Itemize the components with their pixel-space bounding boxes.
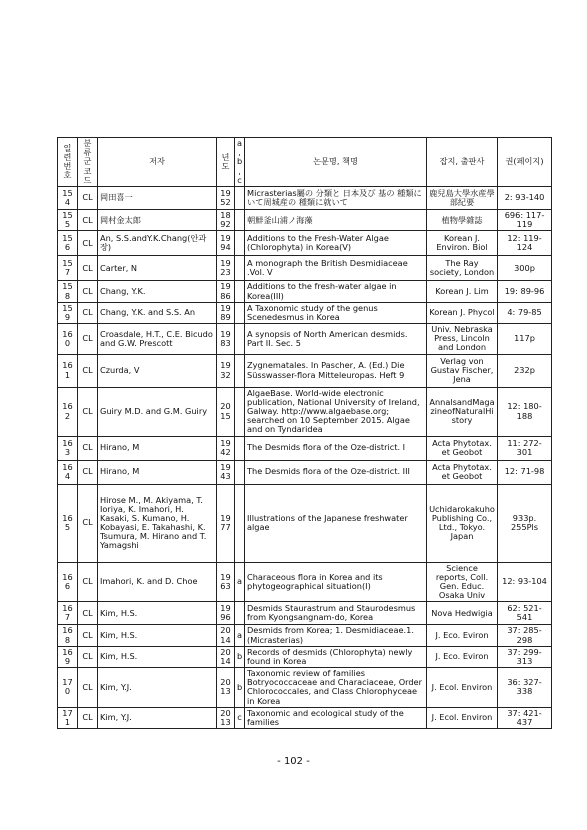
cell-pages: 37: 421-437 [498,707,552,728]
cell-author: Chang, Y.K. and S.S. An [98,302,217,323]
cell-year: 1983 [217,324,235,355]
cell-author: Guiry M.D. and G.M. Guiry [98,387,217,436]
cell-journal: Nova Hedwigia [427,602,498,625]
cell-pages: 300p [498,256,552,281]
cell-abc [235,602,245,625]
reference-table [57,137,552,729]
table-row [58,209,552,230]
cell-pages: 232p [498,354,552,387]
cell-journal: J. Eco. Eviron [427,646,498,667]
cell-abc [235,209,245,230]
cell-year: 1952 [217,186,235,209]
cell-abc [235,186,245,209]
cell-author: Kim, Y.J. [98,707,217,728]
header-serial-number: 일련 번호 [58,138,78,187]
cell-journal: Science reports, Coll. Gen. Educ. Osaka Univ [427,562,498,602]
cell-serial-number: 171 [58,707,78,728]
header-taxon-code: 분류군 코드 [78,138,98,187]
cell-journal: J. Eco. Eviron [427,625,498,646]
table-row [58,602,552,625]
cell-title: Taxonomic and ecological study of the families [245,707,427,728]
cell-serial-number: 164 [58,460,78,484]
header-year: 년도 [217,138,235,187]
cell-title: A Taxonomic study of the genus Scenedesmus in Korea [245,302,427,323]
cell-year: 1963 [217,562,235,602]
cell-year: 1892 [217,209,235,230]
table-row [58,707,552,728]
header-author: 저자 [98,138,217,187]
cell-journal: AnnalsandMagazineofNaturalHistory [427,387,498,436]
cell-title: Micrasterias屬の 分類と 日本及び 基の 種類にいて周城産の 種類に就いて [245,186,427,209]
table-row [58,186,552,209]
table-row [58,562,552,602]
cell-serial-number: 161 [58,354,78,387]
cell-serial-number: 163 [58,436,78,460]
cell-year: 1994 [217,231,235,256]
cell-author: Croasdale, H.T., C.E. Bicudo and G.W. Prescott [98,324,217,355]
cell-serial-number: 154 [58,186,78,209]
header-journal: 잡지, 출판사 [427,138,498,187]
table-row [58,646,552,667]
cell-journal: Korean J. Lim [427,281,498,302]
cell-title: Additions to the fresh-water algae in Korea(III) [245,281,427,302]
cell-title: Desmids from Korea; 1. Desmidiaceae.1. (Micrasterias) [245,625,427,646]
cell-serial-number: 166 [58,562,78,602]
cell-abc [235,436,245,460]
table-row [58,484,552,562]
cell-title: Characeous flora in Korea and its phytogeographical situation(I) [245,562,427,602]
cell-pages: 12: 71-98 [498,460,552,484]
cell-taxon-code: CL [78,668,98,708]
cell-year: 1986 [217,281,235,302]
cell-title: Desmids Staurastrum and Staurodesmus from Kyongsangnam-do, Korea [245,602,427,625]
cell-pages: 62: 521-541 [498,602,552,625]
table-row [58,324,552,355]
cell-pages: 2: 93-140 [498,186,552,209]
cell-taxon-code: CL [78,186,98,209]
table-row [58,231,552,256]
cell-year: 1989 [217,302,235,323]
cell-abc [235,354,245,387]
table-row [58,625,552,646]
cell-serial-number: 156 [58,231,78,256]
cell-journal: Acta Phytotax. et Geobot [427,460,498,484]
cell-abc [235,324,245,355]
cell-pages: 12: 119-124 [498,231,552,256]
cell-author: Kim, H.S. [98,646,217,667]
cell-title: The Desmids flora of the Oze-district. III [245,460,427,484]
cell-year: 2015 [217,387,235,436]
cell-taxon-code: CL [78,302,98,323]
header-abc: a, b, c [235,138,245,187]
header-title: 논문명, 책명 [245,138,427,187]
cell-taxon-code: CL [78,281,98,302]
table-row [58,436,552,460]
cell-taxon-code: CL [78,324,98,355]
cell-year: 1923 [217,256,235,281]
cell-journal: Verlag von Gustav Fischer, Jena [427,354,498,387]
cell-title: A monograph the British Desmidiaceae .Vol. V [245,256,427,281]
cell-year: 1942 [217,436,235,460]
cell-year: 2013 [217,668,235,708]
cell-pages: 12: 180-188 [498,387,552,436]
cell-journal: Korean J. Phycol [427,302,498,323]
cell-journal: J. Ecol. Environ [427,707,498,728]
table-row [58,460,552,484]
cell-pages: 117p [498,324,552,355]
cell-taxon-code: CL [78,646,98,667]
cell-taxon-code: CL [78,602,98,625]
cell-taxon-code: CL [78,625,98,646]
cell-author: Kim, H.S. [98,602,217,625]
cell-taxon-code: CL [78,562,98,602]
cell-year: 1932 [217,354,235,387]
cell-serial-number: 168 [58,625,78,646]
cell-pages: 12: 93-104 [498,562,552,602]
cell-title: A synopsis of North American desmids. Part II. Sec. 5 [245,324,427,355]
cell-title: Records of desmids (Chlorophyta) newly found in Korea [245,646,427,667]
cell-author: 岡田喜一 [98,186,217,209]
cell-author: Kim, Y.J. [98,668,217,708]
cell-abc: b [235,668,245,708]
cell-title: Zygnematales. In Pascher, A. (Ed.) Die Süsswasser-flora Mitteleuropas. Heft 9 [245,354,427,387]
cell-abc [235,281,245,302]
cell-year: 1943 [217,460,235,484]
cell-taxon-code: CL [78,484,98,562]
cell-taxon-code: CL [78,209,98,230]
cell-year: 2014 [217,646,235,667]
cell-serial-number: 169 [58,646,78,667]
cell-journal: The Ray society, London [427,256,498,281]
table-row [58,281,552,302]
cell-title: 朝鮮釜山浦ノ海藻 [245,209,427,230]
table-header [58,138,552,187]
table-row [58,387,552,436]
cell-pages: 933p. 255Pls [498,484,552,562]
cell-taxon-code: CL [78,707,98,728]
cell-author: Carter, N [98,256,217,281]
cell-author: 岡村金太郎 [98,209,217,230]
cell-pages: 696: 117-119 [498,209,552,230]
cell-serial-number: 159 [58,302,78,323]
table-row [58,302,552,323]
cell-serial-number: 158 [58,281,78,302]
cell-title: Taxonomic review of families Botryococcaceae and Characiaceae, Order Chlorococcales, and Class Chlorophyceae in Korea [245,668,427,708]
cell-author: Kim, H.S. [98,625,217,646]
cell-serial-number: 165 [58,484,78,562]
cell-year: 2014 [217,625,235,646]
cell-serial-number: 162 [58,387,78,436]
cell-author: Chang, Y.K. [98,281,217,302]
cell-abc: a [235,562,245,602]
cell-title: Illustrations of the Japanese freshwater algae [245,484,427,562]
cell-taxon-code: CL [78,354,98,387]
page-number: - 102 - [277,756,310,767]
cell-pages: 19: 89-96 [498,281,552,302]
table-row [58,256,552,281]
cell-year: 2013 [217,707,235,728]
cell-author: An, S.S.andY.K.Chang(안과장) [98,231,217,256]
cell-author: Hirano, M [98,436,217,460]
table-body [58,186,552,728]
cell-journal: Uchidarokakuho Publishing Co., Ltd., Tokyo. Japan [427,484,498,562]
cell-taxon-code: CL [78,256,98,281]
table-row [58,354,552,387]
cell-title: AlgaeBase. World-wide electronic publication, National University of Ireland, Galway. http://www.algaebase.org; searched on 10 September 2015. Algae and on Tyndaridea [245,387,427,436]
cell-pages: 36: 327-338 [498,668,552,708]
cell-taxon-code: CL [78,387,98,436]
cell-journal: 植物學雜誌 [427,209,498,230]
cell-abc [235,256,245,281]
cell-serial-number: 160 [58,324,78,355]
cell-journal: J. Ecol. Environ [427,668,498,708]
cell-taxon-code: CL [78,460,98,484]
cell-serial-number: 157 [58,256,78,281]
cell-taxon-code: CL [78,436,98,460]
header-pages: 권(페이지) [498,138,552,187]
cell-abc: b [235,646,245,667]
table-row [58,668,552,708]
cell-serial-number: 170 [58,668,78,708]
cell-serial-number: 167 [58,602,78,625]
cell-abc [235,484,245,562]
cell-journal: Acta Phytotax. et Geobot [427,436,498,460]
cell-author: Czurda, V [98,354,217,387]
cell-pages: 11: 272-301 [498,436,552,460]
cell-abc: c [235,707,245,728]
cell-abc [235,231,245,256]
cell-year: 1996 [217,602,235,625]
cell-serial-number: 155 [58,209,78,230]
cell-title: Additions to the Fresh-Water Algae (Chlorophyta) in Korea(V) [245,231,427,256]
cell-abc [235,460,245,484]
cell-pages: 37: 299-313 [498,646,552,667]
cell-author: Hirano, M [98,460,217,484]
cell-journal: Univ. Nebraska Press, Lincoln and London [427,324,498,355]
cell-journal: Korean J. Environ. Biol [427,231,498,256]
cell-taxon-code: CL [78,231,98,256]
cell-pages: 4: 79-85 [498,302,552,323]
cell-abc [235,387,245,436]
cell-year: 1977 [217,484,235,562]
cell-author: Hirose M., M. Akiyama, T. Ioriya, K. Imahori, H. Kasaki, S. Kumano, H. Kobayasi, E. Takahashi, K. Tsumura, M. Hirano and T. Yamagshi [98,484,217,562]
cell-abc [235,302,245,323]
cell-abc: a [235,625,245,646]
cell-pages: 37: 285-298 [498,625,552,646]
cell-journal: 鹿兒島大學水産學部紀要 [427,186,498,209]
cell-title: The Desmids flora of the Oze-district. I [245,436,427,460]
cell-author: Imahori, K. and D. Choe [98,562,217,602]
